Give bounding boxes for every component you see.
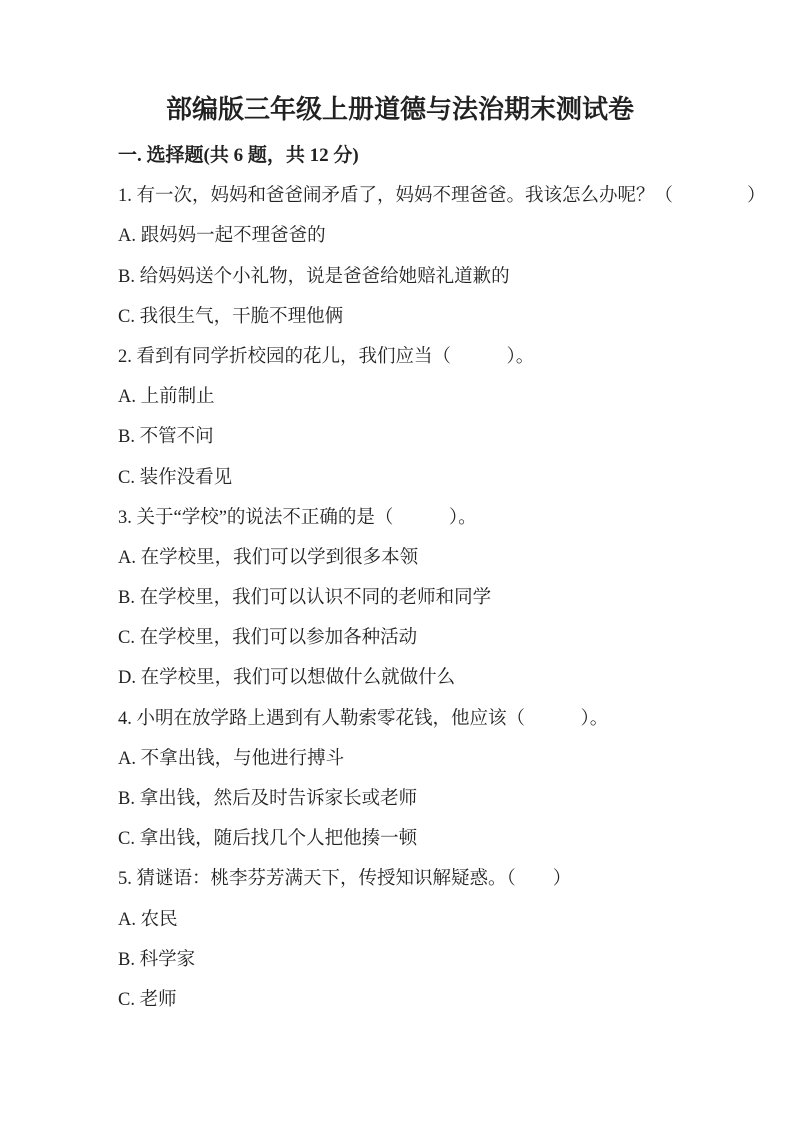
question-1-option-a: A. 跟妈妈一起不理爸爸的: [118, 226, 326, 247]
question-4-option-a: A. 不拿出钱，与他进行搏斗: [118, 748, 345, 769]
question-1-stem: 1. 有一次，妈妈和爸爸闹矛盾了，妈妈不理爸爸。我该怎么办呢？（ ）: [118, 186, 766, 207]
question-2-option-c: C. 装作没看见: [118, 467, 233, 488]
question-4-option-b: B. 拿出钱，然后及时告诉家长或老师: [118, 789, 418, 809]
question-2-option-a: A. 上前制止: [118, 387, 215, 408]
question-2-option-b: B. 不管不问: [118, 427, 214, 448]
question-3-option-c: C. 在学校里，我们可以参加各种活动: [118, 628, 418, 649]
question-3-option-a: A. 在学校里，我们可以学到很多本领: [118, 547, 419, 568]
question-3-option-d: D. 在学校里，我们可以想做什么就做什么: [118, 668, 456, 689]
exam-body: [118, 136, 778, 1020]
question-4-option-c: C. 拿出钱，随后找几个人把他揍一顿: [118, 829, 418, 850]
question-1-option-b: B. 给妈妈送个小礼物，说是爸爸给她赔礼道歉的: [118, 266, 510, 287]
question-3-option-b: B. 在学校里，我们可以认识不同的老师和同学: [118, 588, 492, 609]
question-5-stem: 5. 猜谜语：桃李芬芳满天下，传授知识解疑惑。（ ）: [118, 869, 572, 890]
question-5-option-b: B. 科学家: [118, 949, 196, 970]
question-4-stem: 4. 小明在放学路上遇到有人勒索零花钱，他应该（ ）。: [118, 708, 609, 729]
question-5-option-a: A. 农民: [118, 909, 178, 930]
question-2-stem: 2. 看到有同学折校园的花儿，我们应当（ ）。: [118, 346, 535, 367]
question-3-stem: 3. 关于“学校”的说法不正确的是（ ）。: [118, 507, 477, 528]
page-title: 部编版三年级上册道德与法治期末测试卷: [165, 95, 634, 124]
section-heading: 一. 选择题(共 6 题，共 12 分): [118, 145, 359, 166]
question-5-option-c: C. 老师: [118, 989, 177, 1010]
question-1-option-c: C. 我很生气，干脆不理他俩: [118, 306, 344, 327]
